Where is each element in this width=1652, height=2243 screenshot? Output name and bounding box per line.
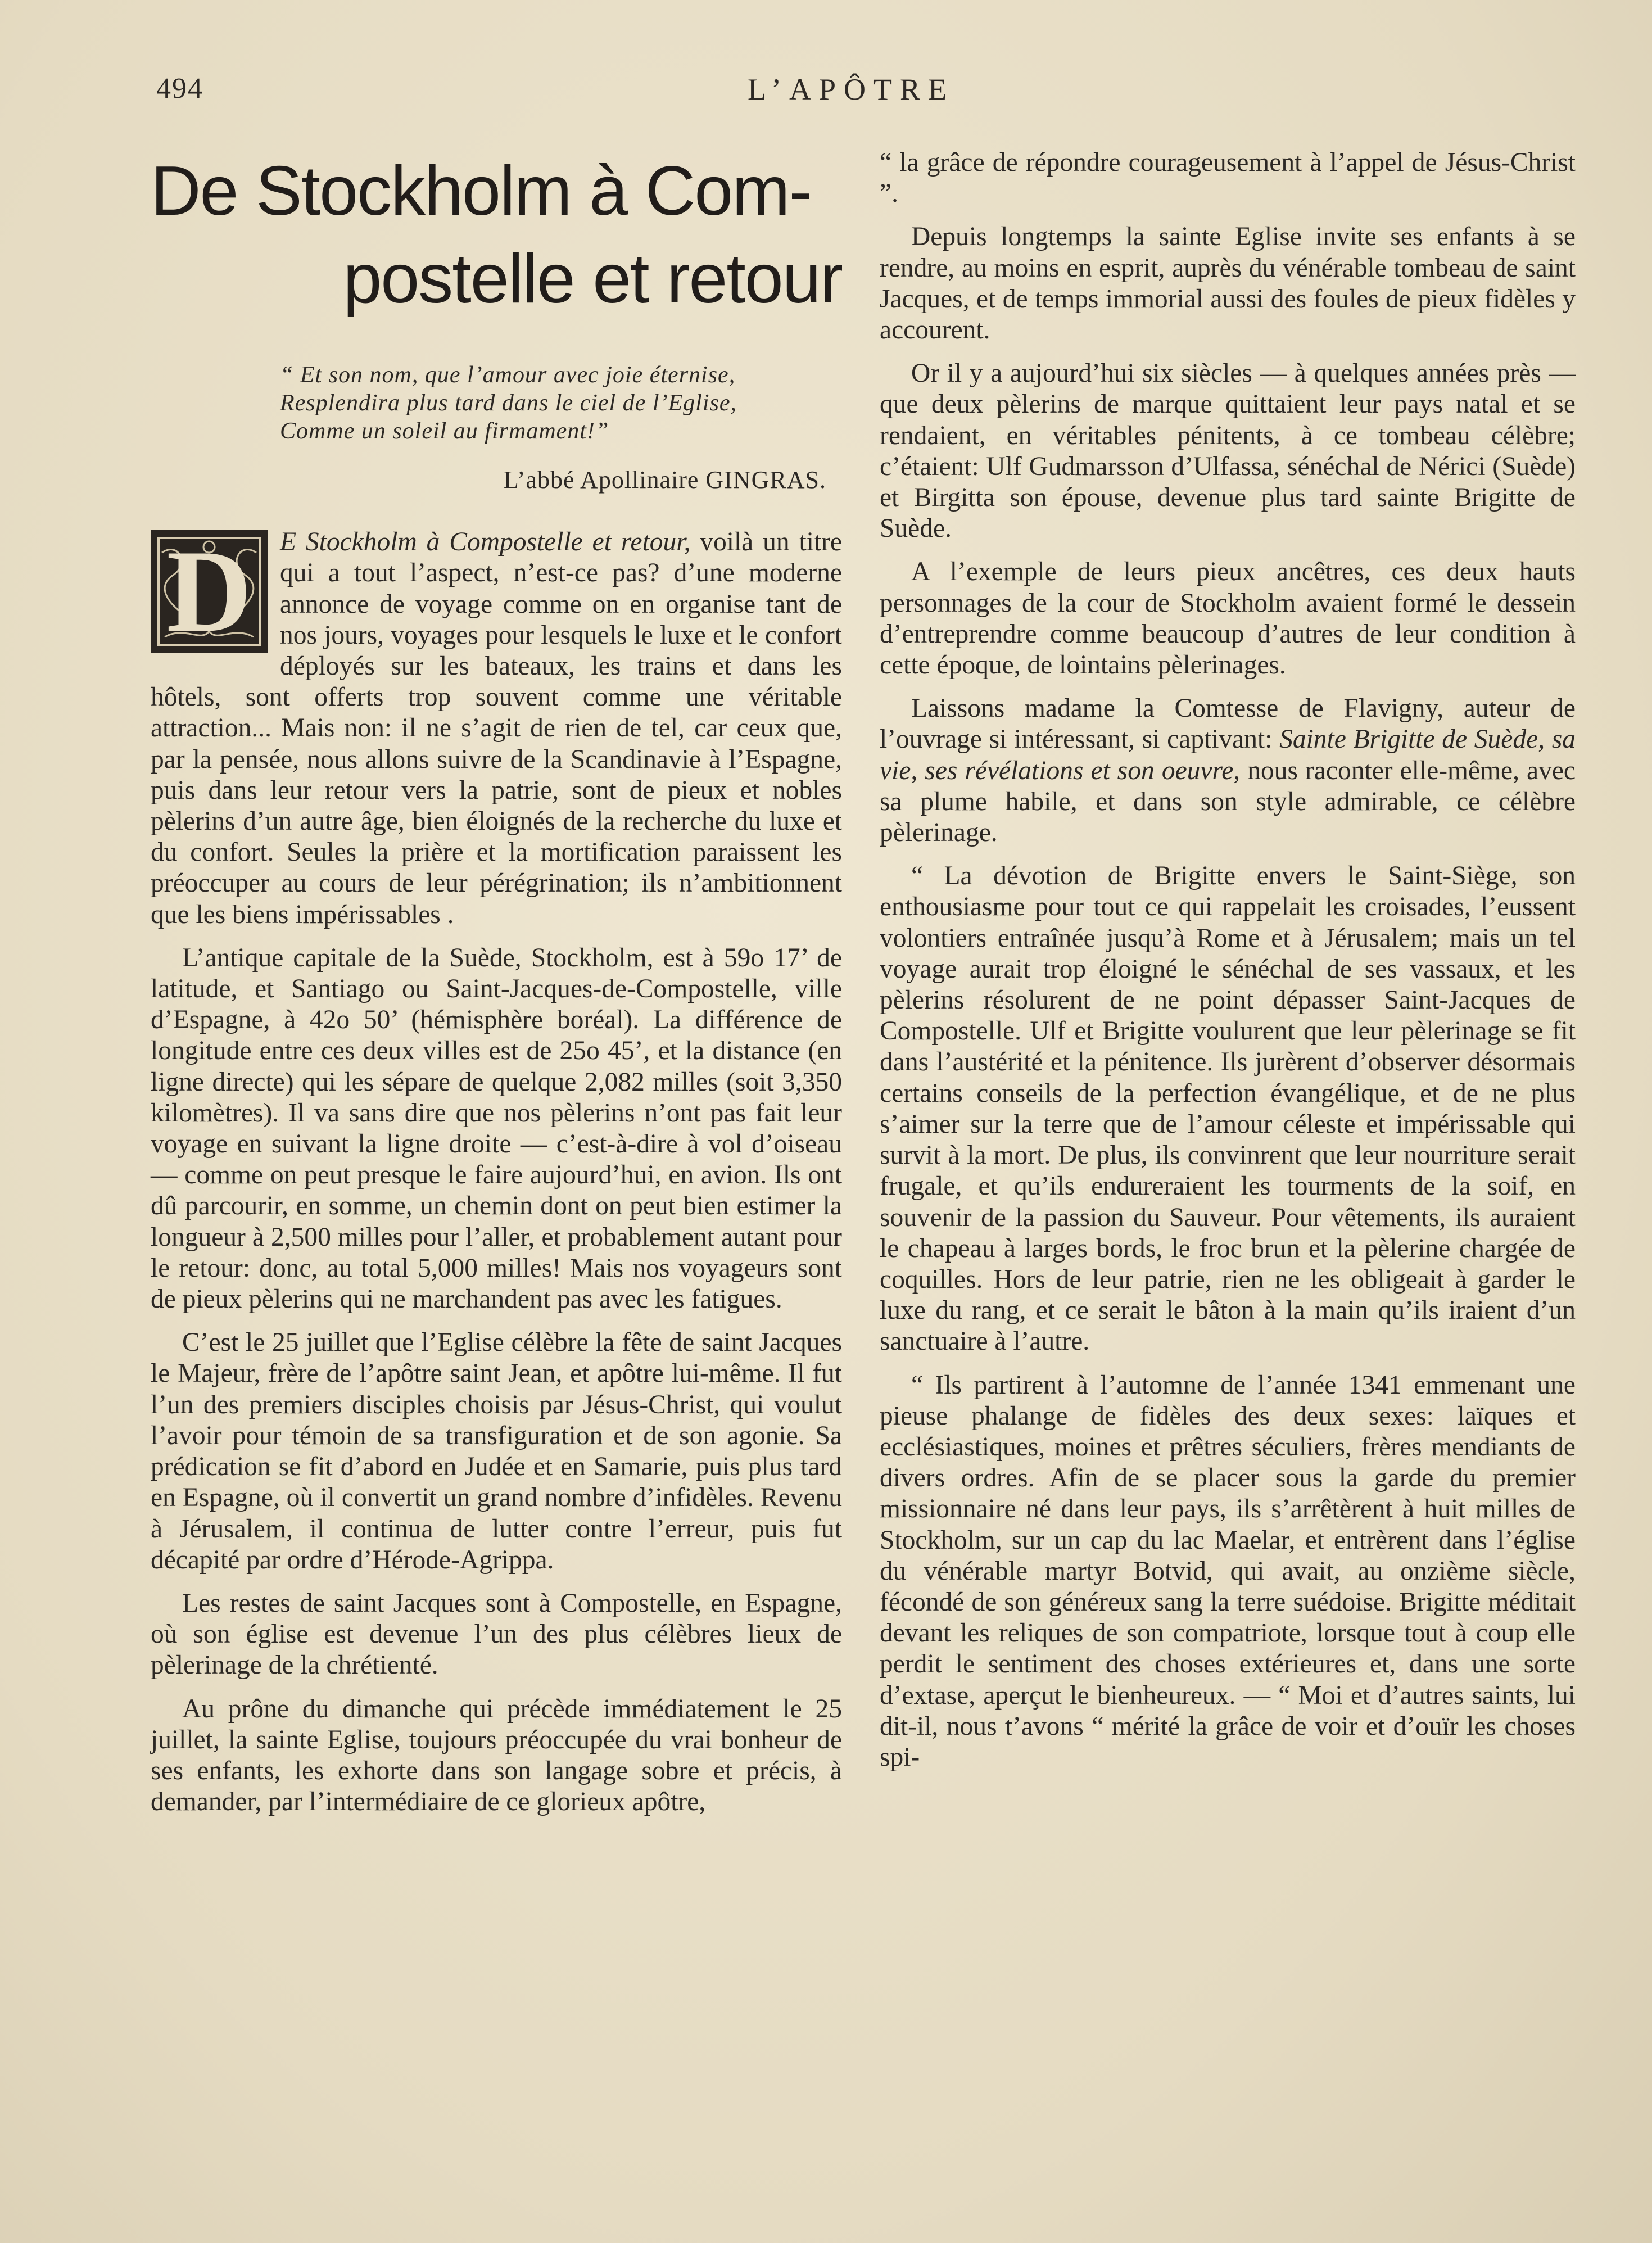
epigraph-line: Resplendira plus tard dans le ciel de l’Eglise, — [280, 390, 737, 416]
dropcap-letter: D — [166, 526, 252, 657]
paragraph: C’est le 25 juillet que l’Eglise célèbre la fête de saint Jacques le Majeur, frère de l’apôtre saint Jean, et apôtre lui-même. Il fut l’un des premiers disciples choisis par Jésus-Christ, qui voulut l’avoir pour témoin de sa transfiguration et de son agonie. Sa prédication se fit d’abord en Judée et en Samarie, puis plus tard en Espagne, où il convertit un grand nombre d’infidèles. Revenu à Jérusalem, il continua de lutter contre l’erreur, puis fut décapité par ordre d’Hérode-Agrippa. — [151, 1328, 842, 1575]
paragraph: “ la grâce de répondre courageusement à l’appel de Jésus-Christ ”. — [880, 148, 1576, 209]
paragraph: Or il y a aujourd’hui six siècles — à quelques années près — que deux pèlerins de marque quittaient leur pays natal et se rendaient, en véritables pénitents, à ce tombeau célèbre; c’étaient: Ulf Gudmarsson d’Ulfassa, sénéchal de Nérici (Suède) et Birgitta son épouse, devenue plus tard sainte Brigitte de Suède. — [880, 359, 1576, 544]
paragraph: Depuis longtemps la sainte Eglise invite ses enfants à se rendre, au moins en esprit, auprès du vénérable tombeau de saint Jacques, et de temps immorial aussi des foules de pieux fidèles y accourent. — [880, 222, 1576, 345]
left-column — [151, 147, 842, 1830]
page-number: 494 — [156, 73, 203, 105]
running-header — [152, 72, 1557, 117]
paragraph: “ Ils partirent à l’automne de l’année 1341 emmenant une pieuse phalange de fidèles des deux sexes: laïques et ecclésiastiques, moines et prêtres séculiers, frères mendiants de divers ordres. Afin de se placer sous la garde du premier missionnaire né dans leur pays, ils s’arrêtèrent à huit milles de Stockholm, sur un cap du lac Maelar, et entrèrent dans l’église du vénérable martyr Botvid, qui avait, au onzième siècle, fécondé de son généreux sang la terre suédoise. Brigitte méditait devant les reliques de son compatriote, lorsque tout à coup elle perdit le sentiment des choses extérieures et, dans une sorte d’extase, aperçut le bienheureux. — “ Moi et d’autres saints, lui dit-il, nous t’avons “ mérité la grâce de voir et d’ouïr les choses spi- — [880, 1370, 1576, 1772]
paragraph: A l’exemple de leurs pieux ancêtres, ces deux hauts personnages de la cour de Stockholm avaient formé le dessein d’entreprendre comme beaucoup d’autres de leur condition à cette époque, de lointains pèlerinages. — [880, 557, 1576, 680]
opening-phrase: E Stockholm à Compostelle et retour, — [280, 527, 691, 557]
title-line-1: De Stockholm à Com- — [151, 152, 811, 230]
epigraph-line: “ Et son nom, que l’amour avec joie éternise, — [280, 362, 736, 388]
paragraph: Les restes de saint Jacques sont à Compostelle, en Espagne, où son église est devenue l’un des plus célèbres lieux de pèlerinage de la chrétienté. — [151, 1588, 842, 1680]
journal-title: L’APÔTRE — [748, 73, 955, 106]
book-title: Sainte Brigitte de Suède, sa vie, ses révélations et son oeuvre, — [880, 725, 1576, 785]
right-column — [880, 147, 1576, 1785]
ornamental-dropcap — [151, 526, 268, 657]
paragraph: L’antique capitale de la Suède, Stockholm, est à 59o 17’ de latitude, et Santiago ou Saint-Jacques-de-Compostelle, ville d’Espagne, à 42o 50’ (hémisphère boréal). La différence de longitude entre ces deux villes est de 25o 45’, et la distance (en ligne directe) qui les sépare de quelque 2,082 milles (soit 3,350 kilomètres). Il va sans dire que nos pèlerins n’ont pas fait leur voyage en suivant la ligne droite — c’est-à-dire à vol d’oiseau — comme on peut presque le faire aujourd’hui, en avion. Ils ont dû parcourir, en somme, un chemin dont on peut bien estimer la longueur à 2,500 milles pour l’aller, et probablement autant pour le retour: donc, au total 5,000 milles! Mais nos voyageurs sont de pieux pèlerins qui ne marchandent pas avec les fatigues. — [151, 943, 842, 1314]
paragraph: Laissons madame la Comtesse de Flavigny, auteur de l’ouvrage si intéressant, si captivant: Sainte Brigitte de Suède, sa vie, ses révélations et son oeuvre, nous raconter elle-même, avec sa plume habile, et dans son style admirable, ce célèbre pèlerinage. — [880, 694, 1576, 848]
epigraph-attribution: L’abbé Apollinaire GINGRAS. — [503, 466, 826, 494]
article-title — [151, 147, 842, 323]
epigraph — [280, 361, 842, 445]
paragraph: Au prône du dimanche qui précède immédiatement le 25 juillet, la sainte Eglise, toujours préoccupée du vrai bonheur de ses enfants, les exhorte dans son langage sobre et précis, à demander, par l’intermédiaire de ce glorieux apôtre, — [151, 1694, 842, 1817]
paragraph-text: voilà un titre qui a tout l’aspect, n’est-ce pas? d’une moderne annonce de voyage comme on en organise tant de nos jours, voyages pour lesquels le luxe et le confort déployés sur les bateaux, les trains et dans les hôtels, sont offerts trop souvent comme une véritable attraction... Mais non: il ne s’agit de rien de tel, car ceux que, par la pensée, nous allons suivre de la Scandinavie à l’Espagne, puis dans leur retour vers la patrie, sont de pieux et nobles pèlerins d’un autre âge, bien éloignés de la recherche du luxe et du confort. Seules la prière et la mortification paraissent les préoccuper au cours de leur pérégrination; ils n’ambitionnent que les biens impérissables . — [151, 527, 843, 929]
title-line-2: postelle et retour — [343, 240, 842, 318]
paragraph — [151, 527, 842, 930]
epigraph-line: Comme un soleil au firmament!” — [280, 418, 609, 444]
paragraph: “ La dévotion de Brigitte envers le Saint-Siège, son enthousiasme pour tout ce qui rappelait les croisades, l’eussent volontiers entraînée jusqu’à Rome et à Jérusalem; mais un tel voyage aurait trop éloigné le sénéchal de ses vassaux, et les pèlerins résolurent de ne point dépasser Saint-Jacques de Compostelle. Ulf et Brigitte voulurent que leur pèlerinage se fit dans l’austérité et la pénitence. Ils jurèrent d’observer désormais certains conseils de la perfection évangélique, et de ne plus s’aimer sur la terre que de l’amour céleste et impérissable qui survit à la mort. De plus, ils convinrent que leur nourriture serait frugale, et qu’ils endureraient les tourments de la soif, en souvenir de la passion du Sauveur. Pour vêtements, ils auraient le chapeau à larges bords, le froc brun et la pèlerine chargée de coquilles. Hors de leur patrie, rien ne les obligeait à garder le luxe du rang, et ce serait le bâton à la main qu’ils iraient d’un sanctuaire à l’autre. — [880, 861, 1576, 1356]
